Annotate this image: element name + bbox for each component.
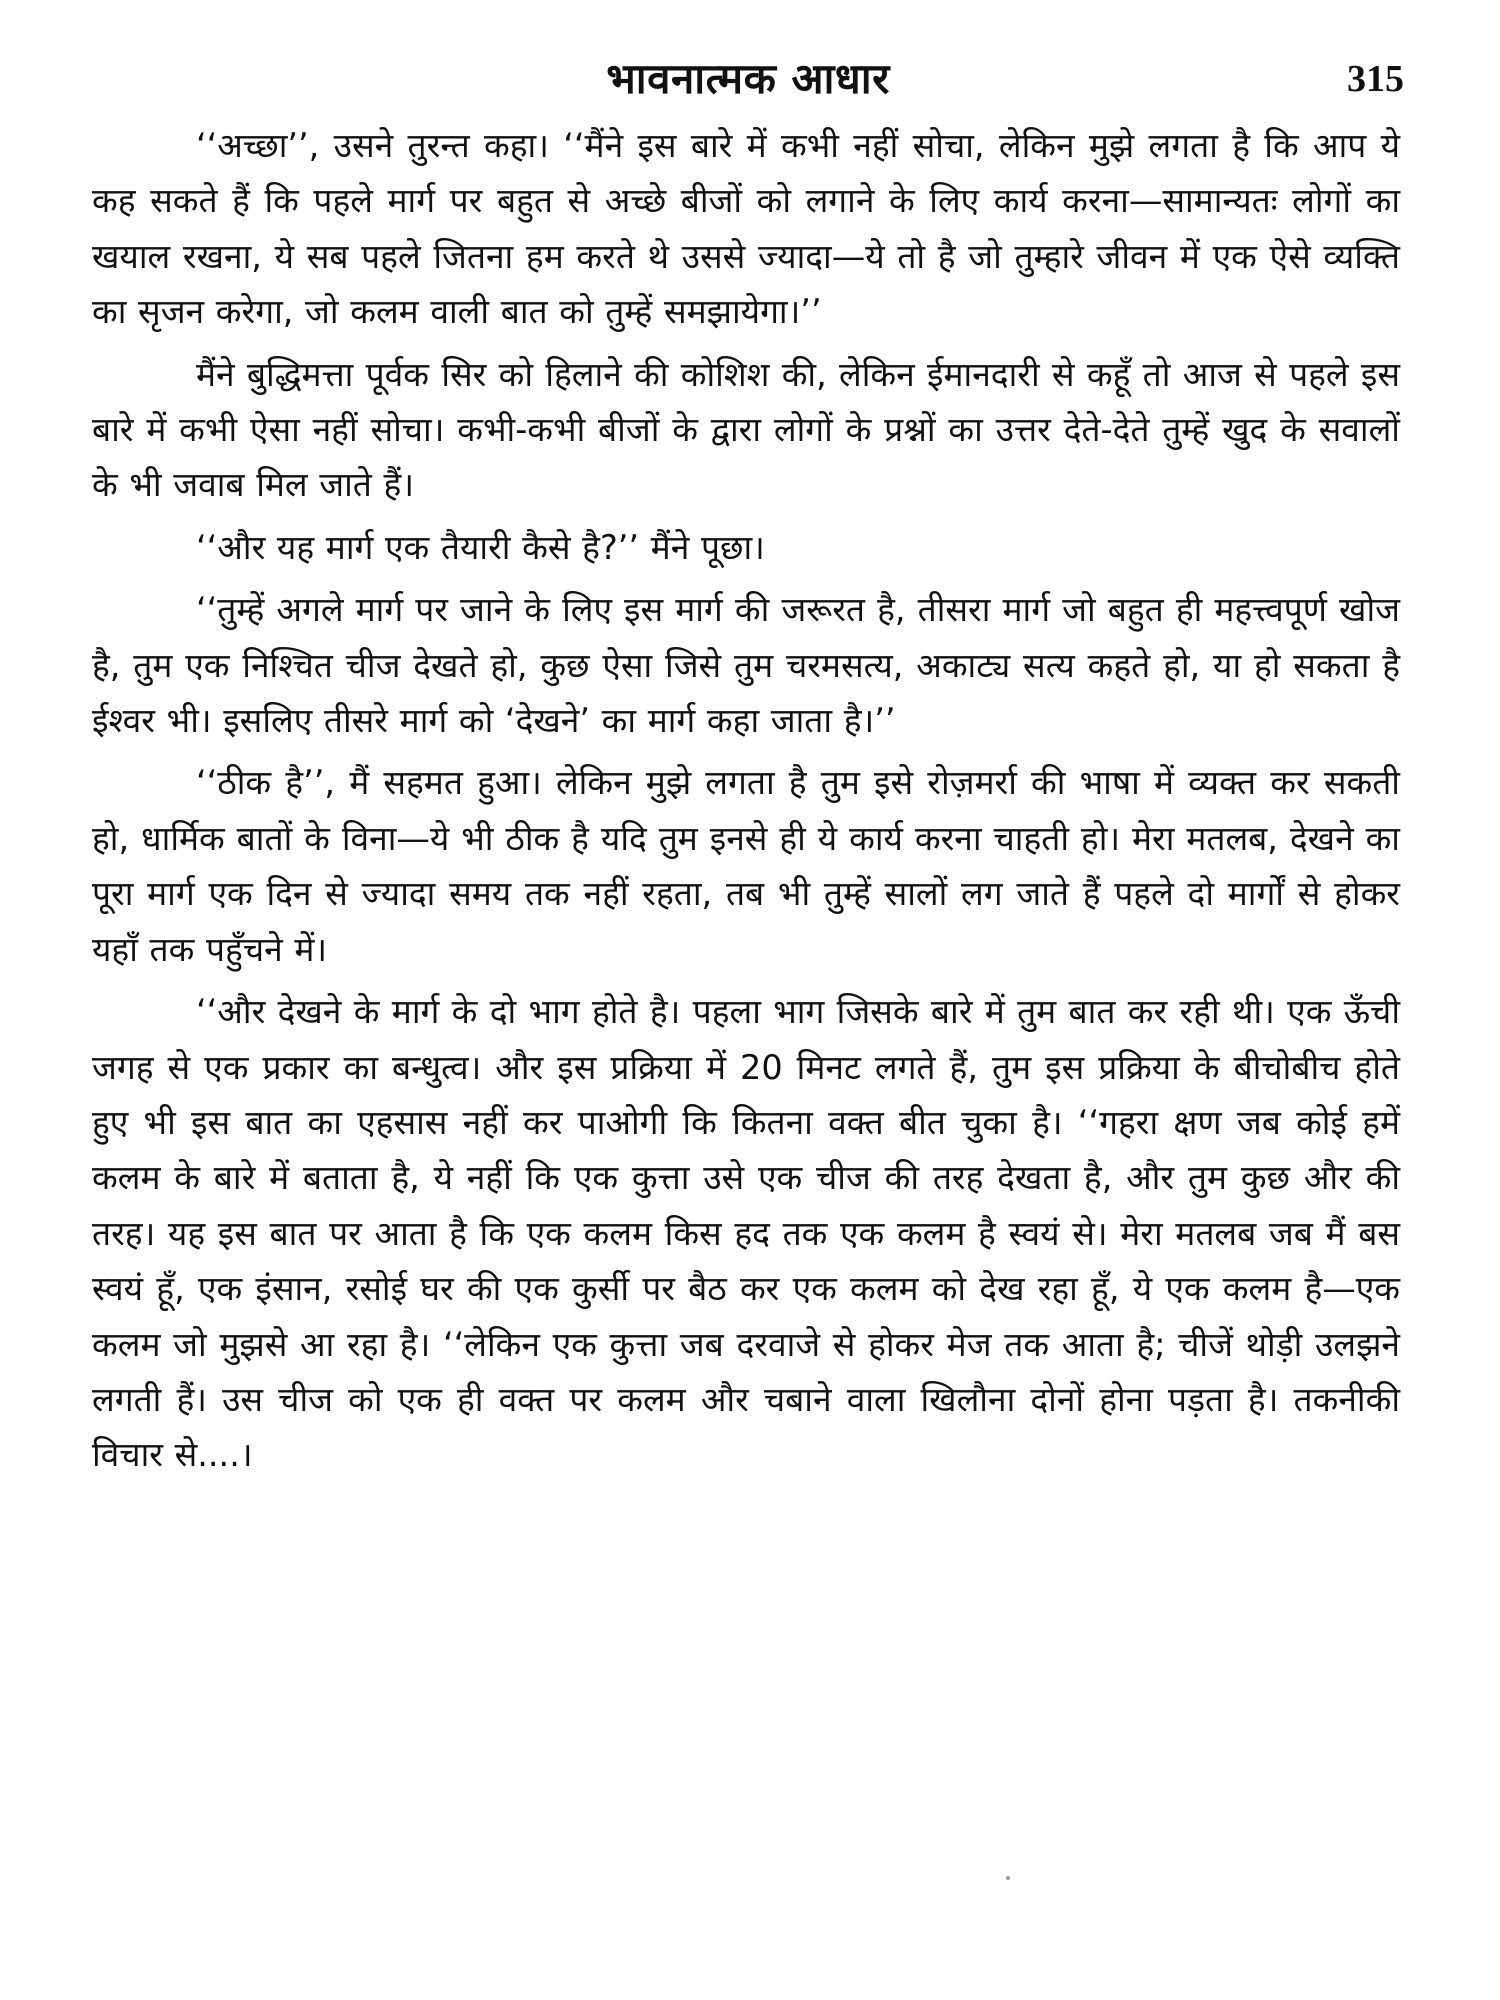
running-head (92, 44, 1404, 114)
body-text (92, 118, 1400, 1483)
paragraph-2: मैंने बुद्धिमत्ता पूर्वक सिर को हिलाने की कोशिश की, लेकिन ईमानदारी से कहूँ तो आज से पहले इस बारे में कभी ऐसा नहीं सोचा। कभी-कभी बीजों के द्वारा लोगों के प्रश्नों का उत्तर देते-देते तुम्हें खुद के सवालों के भी जवाब मिल जाते हैं। (92, 354, 1400, 505)
paragraph-6: ‘‘और देखने के मार्ग के दो भाग होते है। पहला भाग जिसके बारे में तुम बात कर रही थी। एक ऊँची जगह से एक प्रकार का बन्धुत्व। और इस प्रक्रिया में 20 मिनट लगते हैं, तुम इस प्रक्रिया के बीचोबीच होते हुए भी इस बात का एहसास नहीं कर पाओगी कि कितना वक्त बीत चुका है। ‘‘गहरा क्षण जब कोई हमें कलम के बारे में बताता है, ये नहीं कि एक कुत्ता उसे एक चीज की तरह देखता है, और तुम कुछ और की तरह। यह इस बात पर आता है कि एक कलम किस हद तक एक कलम है स्वयं से। मेरा मतलब जब मैं बस स्वयं हूँ, एक इंसान, रसोई घर की एक कुर्सी पर बैठ कर एक कलम को देख रहा हूँ, ये एक कलम है—एक कलम जो मुझसे आ रहा है। ‘‘लेकिन एक कुत्ता जब दरवाजे से होकर मेज तक आता है; चीजें थोड़ी उलझने लगती हैं। उस चीज को एक ही वक्त पर कलम और चबाने वाला खिलौना दोनों होना पड़ता है। तकनीकी विचार से....। (92, 992, 1400, 1475)
page-number: 315 (1347, 58, 1404, 100)
paragraph-1: ‘‘अच्छा’’, उसने तुरन्त कहा। ‘‘मैंने इस बारे में कभी नहीं सोचा, लेकिन मुझे लगता है कि आप ये कह सकते हैं कि पहले मार्ग पर बहुत से अच्छे बीजों को लगाने के लिए कार्य करना—सामान्यतः लोगों का खयाल रखना, ये सब पहले जितना हम करते थे उससे ज्यादा—ये तो है जो तुम्हारे जीवन में एक ऐसे व्यक्ति का सृजन करेगा, जो कलम वाली बात को तुम्हें समझायेगा।’’ (92, 126, 1400, 332)
paragraph-3: ‘‘और यह मार्ग एक तैयारी कैसे है?’’ मैंने पूछा। (196, 527, 765, 567)
paper-speck (1006, 1876, 1010, 1880)
paragraph-5: ‘‘ठीक है’’, मैं सहमत हुआ। लेकिन मुझे लगता है तुम इसे रोज़मर्रा की भाषा में व्यक्त कर सकती हो, धार्मिक बातों के विना—ये भी ठीक है यदि तुम इनसे ही ये कार्य करना चाहती हो। मेरा मतलब, देखने का पूरा मार्ग एक दिन से ज्यादा समय तक नहीं रहता, तब भी तुम्हें सालों लग जाते हैं पहले दो मार्गों से होकर यहाँ तक पहुँचने में। (92, 763, 1400, 969)
chapter-title: भावनात्मक आधार (606, 54, 890, 103)
paragraph-4: ‘‘तुम्हें अगले मार्ग पर जाने के लिए इस मार्ग की जरूरत है, तीसरा मार्ग जो बहुत ही महत्त्वपूर्ण खोज है, तुम एक निश्चित चीज देखते हो, कुछ ऐसा जिसे तुम चरमसत्य, अकाट्य सत्य कहते हो, या हो सकता है ईश्वर भी। इसलिए तीसरे मार्ग को ‘देखने’ का मार्ग कहा जाता है।’’ (92, 590, 1400, 741)
